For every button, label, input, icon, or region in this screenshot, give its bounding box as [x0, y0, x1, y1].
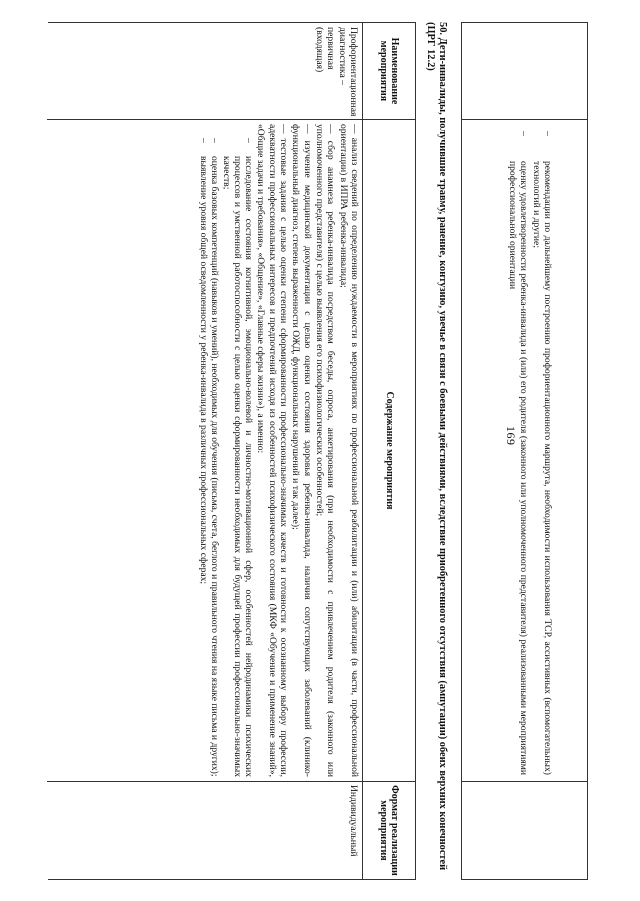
cell-activity-name: Профориентационная диагностика – первичная (входящая)	[314, 27, 359, 117]
cell-activity-content	[47, 119, 363, 782]
header-content: Содержание мероприятия	[363, 119, 415, 782]
sub-list-item: – исследование состояния когнитивной, эмоционально-волевой и личностно-мотивационной сфер, особенностей нейродинамики психических процессов и умственной работоспособности с целью оценки сформированности необходимых для будущей профессии профессионально-значимых качеств;	[220, 138, 255, 777]
sub-list-item-text: выявление уровня общей осведомленности у ребенка-инвалида в различных профессиональных сферах;	[197, 156, 209, 585]
content-paragraph: — сбор анамнеза ребенка-инвалида посредством беседы, опроса, анкетирования (при необходимости с привлечением родителя (законного или уполномоченного представителя) с целью выявления его психофизиологических особенностей;	[314, 124, 337, 777]
list-item: – рекомендации по дальнейшему построению профориентационного маршрута, необходимости использования ТСР, ассистивных (вспомогательных) технологий и другие;	[530, 131, 553, 775]
section-heading: 50. Дети-инвалиды, получившие травму, ранение, контузию, увечье в связи с боевыми действиями, вследствие приобретенного отсутствия (ампутации) обеих верхних конечностей (ЦРГ 12.2)	[424, 22, 448, 871]
header-format: Формат реализации мероприятия	[378, 785, 401, 876]
cell-activity-format: Индивидуальный	[348, 785, 359, 857]
page-number: 169	[504, 426, 518, 446]
table-header-row	[362, 23, 415, 879]
sub-list-item: – выявление уровня общей осведомленности у ребенка-инвалида в различных профессиональных сферах;	[198, 124, 209, 777]
sub-list-item-text: исследование состояния когнитивной, эмоционально-волевой и личностно-мотивационной сфер, особенностей нейродинамики психических процессов и умственной работоспособности с целью оценки сформированности необходимых для будущей профессии профессионально-значимых качеств;	[220, 156, 255, 777]
sub-list-item-text: оценка базовых компетенций (навыков и умений), необходимых для обучения (письма, счета, беглого и правильного чтения на языке письма и других);	[209, 156, 221, 777]
header-name: Наименование мероприятия	[378, 37, 401, 105]
continued-table-content-cell	[462, 119, 587, 782]
continued-table-name-cell	[462, 23, 587, 120]
content-paragraph: — тестовые задания с целью оценки степени сформированности профессионально-значимых качеств и готовности к осознанному выбору профессии, адекватности профессиональных интересов и предпочтений исходя из особенностей психофизического состояния (МКФ «Обучение и применение знаний», «Общие задачи и требования», «Общение», «Главные сферы жизни»), а именно:	[255, 124, 290, 777]
content-paragraph: — анализ сведений по определению нуждаемости в мероприятиях по профессиональной реабилитации и (или) абилитации (в части, профессиональной ориентации) в ИПРА ребенка-инвалида;	[337, 124, 360, 777]
list-item-text: оценку удовлетворенности ребенка-инвалида и (или) его родителя (законного или уполномоченного представителя) реализованными мероприятиями профессиональной ориентации	[507, 161, 530, 775]
sub-list-item: – оценка базовых компетенций (навыков и умений), необходимых для обучения (письма, счета, беглого и правильного чтения на языке письма и других);	[209, 138, 221, 777]
rotated-landscape-content	[48, 22, 588, 880]
activities-table	[48, 22, 416, 880]
continued-table	[461, 22, 588, 880]
continued-table-format-cell	[462, 782, 587, 879]
list-item-text: рекомендации по дальнейшему построению профориентационного маршрута, необходимости использования ТСР, ассистивных (вспомогательных) технологий и другие;	[530, 161, 553, 775]
content-paragraph: — изучение медицинской документации с целью оценки состояния здоровья ребенка-инвалида, наличия сопутствующих заболеваний (клинико-функциональный диагноз, степень выраженности ОЖД, функциональных нарушений и так далее);	[290, 124, 313, 777]
list-item: – оценку удовлетворенности ребенка-инвалида и (или) его родителя (законного или уполномоченного представителя) реализованными мероприятиями профессиональной ориентации	[507, 131, 530, 775]
